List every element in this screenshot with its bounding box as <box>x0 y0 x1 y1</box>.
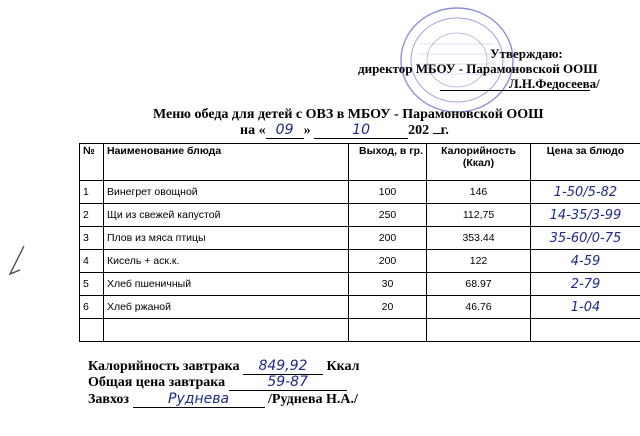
cell-yield: 20 <box>349 296 427 319</box>
table-row <box>80 250 640 273</box>
footer-calories <box>88 358 359 375</box>
cell-calories: 46.76 <box>427 296 531 319</box>
cell-calories: 68.97 <box>427 273 531 296</box>
cell-name: Щи из свежей капустой <box>104 204 349 227</box>
cell-price: 2-79 <box>531 273 640 296</box>
header-num: № <box>80 144 104 181</box>
date-year-suffix: г. <box>440 123 449 138</box>
cell-calories: 112,75 <box>427 204 531 227</box>
approve-label: Утверждаю: <box>490 46 563 61</box>
cell-price: 14-35/3-99 <box>531 204 640 227</box>
header-price: Цена за блюдо <box>531 144 640 181</box>
cell-yield: 100 <box>349 181 427 204</box>
calories-value: 849,92 <box>243 358 323 375</box>
table-row <box>80 296 640 319</box>
cell-num: 6 <box>80 296 104 319</box>
director-name: Л.Н.Федосеева/ <box>509 76 600 91</box>
cell-calories: 353.44 <box>427 227 531 250</box>
cell-num: 1 <box>80 181 104 204</box>
cell-num: 2 <box>80 204 104 227</box>
cell-calories: 122 <box>427 250 531 273</box>
cell-price: 1-04 <box>531 296 640 319</box>
menu-title: Меню обеда для детей с ОВЗ в МБОУ - Парамоновской ООШ <box>153 107 544 122</box>
calories-unit: Ккал <box>326 359 360 374</box>
menu-date <box>240 122 449 139</box>
pen-mark <box>4 244 28 284</box>
cell-price: 4-59 <box>531 250 640 273</box>
cell-name: Винегрет овощной <box>104 181 349 204</box>
date-year-blank <box>433 133 441 134</box>
cell-name: Плов из мяса птицы <box>104 227 349 250</box>
header-name: Наименование блюда <box>104 144 349 181</box>
cell-yield: 250 <box>349 204 427 227</box>
price-label: Общая цена завтрака <box>88 375 226 390</box>
manager-label: Завхоз <box>88 392 130 407</box>
calories-label: Калорийность завтрака <box>88 359 240 374</box>
director-title: директор МБОУ - Парамоновской ООШ <box>358 61 598 76</box>
cell-calories: 146 <box>427 181 531 204</box>
date-month: 10 <box>314 122 408 139</box>
table-row <box>80 227 640 250</box>
date-mid: » <box>303 123 311 138</box>
cell-name: Кисель + аск.к. <box>104 250 349 273</box>
menu-table <box>79 143 640 342</box>
date-day: 09 <box>266 122 304 139</box>
cell-num: 4 <box>80 250 104 273</box>
table-row-empty <box>80 319 640 342</box>
table-row <box>80 273 640 296</box>
footer-price <box>88 374 347 391</box>
cell-name: Хлеб ржаной <box>104 296 349 319</box>
table-row <box>80 204 640 227</box>
manager-name: /Руднева Н.А./ <box>268 392 358 407</box>
cell-yield: 200 <box>349 250 427 273</box>
manager-signature: Руднева <box>133 391 265 408</box>
footer-manager <box>88 391 358 408</box>
cell-num: 3 <box>80 227 104 250</box>
cell-num: 5 <box>80 273 104 296</box>
cell-price: 1-50/5-82 <box>531 181 640 204</box>
date-year: 202 <box>408 123 430 138</box>
cell-yield: 30 <box>349 273 427 296</box>
header-yield: Выход, в гр. <box>349 144 427 181</box>
header-calories: Калорийность (Ккал) <box>427 144 531 181</box>
table-row <box>80 181 640 204</box>
date-prefix: на « <box>240 123 266 138</box>
cell-price: 35-60/0-75 <box>531 227 640 250</box>
cell-name: Хлеб пшеничный <box>104 273 349 296</box>
cell-yield: 200 <box>349 227 427 250</box>
table-header-row <box>80 144 640 181</box>
price-value: 59-87 <box>229 374 347 391</box>
